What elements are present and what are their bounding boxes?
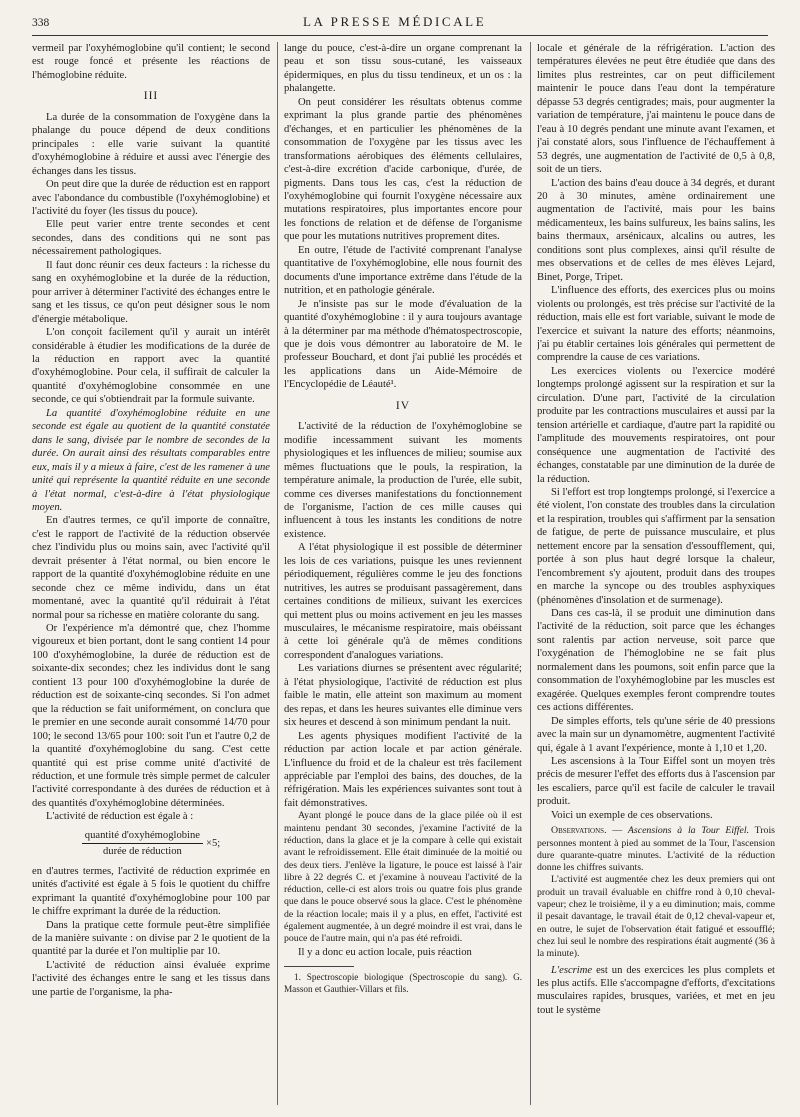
- escrime-term: L'escrime: [551, 964, 593, 976]
- observation-title: Ascensions à la Tour Eiffel.: [627, 825, 750, 837]
- footnote: 1. Spectroscopie biologique (Spectroscopie du sang). G. Masson et Gauthier-Villars et fils.: [284, 972, 522, 994]
- section-heading-iii: III: [143, 90, 159, 103]
- paragraph: Les ascensions à la Tour Eiffel sont un moyen très précis de mesurer l'effet des efforts dus à l'ascension par les escaliers, parce qu'il est facile de calculer le travail produit.: [537, 756, 775, 808]
- paragraph: Si l'effort est trop longtemps prolongé, si l'exercice a été violent, l'on constate des troubles dans la circulation et la respiration, troubles qui s'affirment par la sensation de fatigue, de perte de puissance musculaire, et plus nettement encore par la sensation d'essoufflement, qui, portée à son plus haut degré lorsque la chaleur, l'encombrement s'y ajoutent, produit dans des troupes en marche la syncope ou des troubles asphyxiques (phénomènes d'insolation et de surmenage).: [537, 486, 775, 606]
- paragraph-small: Ayant plongé le pouce dans de la glace pilée où il est maintenu pendant 30 secondes, j'examine l'activité de la réduction, dans la glace et je la compare à celle qui existait avant le refroidissement. Elle était diminuée de la moitié ou des deux tiers. J'enlève la ligature, le pouce est laissé à l'air libre à 22 degrés C. et j'examine à nouveau l'activité de la réduction, celle-ci est alors trois ou quatre fois plus grande que dans le pouce observé sous la glace. C'est le phénomène de la réaction locale; mais il y a plus, en effet, l'activité est également augmentée, à un degré moindre il est vrai, dans le pouce de l'autre main, qui n'a pas été refroidi.: [284, 810, 522, 945]
- paragraph: [537, 964, 775, 1018]
- observation-label: Observations. —: [551, 825, 628, 837]
- column-3: [537, 42, 775, 1105]
- formula-multiplier: ×5;: [205, 838, 221, 850]
- paragraph: Dans ces cas-là, il se produit une diminution dans l'activité de la réduction, soit parce que les échanges sont ralentis par action nerveuse, soit parce que l'oxygénation de l'hémoglobine ne se fait plus normalement dans les poumons, soit enfin parce que la consommation de l'oxyhémoglobine par les muscles est exagérée. Quelques exemples feront comprendre toutes ces actions différentes.: [537, 608, 775, 714]
- paragraph: locale et générale de la réfrigération. L'action des températures élevées ne peut être étudiée que dans des limites plus restreintes, car on peut difficilement maintenir le pouce dans l'eau dont la température dépasse 53 degrés centigrades; mais, pour augmenter la variation de température, j'ai maintenu le pouce dans de l'eau à 10 degrés pendant une minute avant l'examen, et j'ai constaté alors, sous l'influence de l'échauffement à 53 degrés, une augmentation de l'activité de 0,5 à 0,8, soit de un tiers.: [537, 43, 775, 176]
- paragraph: On peut dire que la durée de réduction est en rapport avec l'abondance du combustible (l'oxyhémoglobine) et l'activité du foyer (les tissus du pouce).: [32, 179, 270, 217]
- paragraph: Il y a donc eu action locale, puis réaction: [298, 946, 472, 958]
- paragraph: L'activité de réduction est égale à :: [46, 811, 194, 823]
- paragraph: On peut considérer les résultats obtenus comme exprimant la plus grande partie des phénomènes d'échanges, et en particulier les phénomènes de la consommation de l'oxygène par les tissus avec les transformations aérobiques des éléments cellulaires, c'est-à-dire excrétion d'acide carbonique, d'urée, de pigments. Dans tous les cas, c'est la réduction de l'oxyhémoglobine qui fournit l'oxygène nécessaire aux mutations respiratoires, plus importantes encore pour les fonctions de relation et de défense de l'organisme que pour les mutations nutritives proprement dites.: [284, 96, 522, 243]
- paragraph: L'on conçoit facilement qu'il y aurait un intérêt considérable à étudier les modifications de la durée de la réduction en rapport avec la quantité d'oxyhémoglobine. Pour cela, il suffirait de calculer la quantité d'oxyhémoglobine consommée en une seconde, ce qui s'obtiendrait par la formule suivante.: [32, 327, 270, 406]
- paragraph: En d'autres termes, ce qu'il importe de connaître, c'est le rapport de l'activité de la réduction observée chez l'individu plus ou moins sain, avec l'activité qu'il devrait présenter à l'état normal, ou bien encore le rapport de la quantité d'oxyhémoglobine réduite en une seconde chez ce même individu, dans un état momentané, avec la quantité qu'il réduirait à l'état normal pour sa richesse en matière colorante du sang.: [32, 515, 270, 621]
- escrime-text: est un des exercices les plus complets et les plus actifs. Elle s'accompagne d'efforts, d'excitations musculaires rapides, brusques, variées, et met en jeu tout le système: [537, 964, 775, 1016]
- paragraph: Les variations diurnes se présentent avec régularité; à l'état physiologique, l'activité de réduction est plus faible le matin, elle atteint son maximum au moment des repas, et dans les heures suivantes elle diminue vers six heures et descend à son minimum pendant la nuit.: [284, 663, 522, 729]
- paragraph: L'action des bains d'eau douce à 34 degrés, et durant 20 à 30 minutes, amène ordinairement une augmentation de l'activité, mais pour les bains médicamenteux, les bains sulfureux, les bains salins, les bains thermaux, arsénicaux, alcalins ou autres, les conditions sont plus complexes, ainsi qu'il résulte de mes observations et de celles de mes élèves Lejard, Binet, Porge, Tripet.: [537, 177, 775, 283]
- observation-paragraph: [537, 825, 775, 874]
- column-1: [32, 42, 270, 1105]
- paragraph: L'activité de réduction ainsi évaluée exprime l'activité des échanges entre le sang et les tissus dans une partie de l'organisme, la pha-: [32, 959, 270, 998]
- paragraph: De simples efforts, tels qu'une série de 40 pressions avec la main sur un dynamomètre, augmentent l'activité qui, égale à 1 avant l'expérience, monte à 1,10 et 1,20.: [537, 715, 775, 754]
- page-number: 338: [32, 17, 50, 29]
- formula-denominator: durée de réduction: [102, 846, 182, 858]
- paragraph: lange du pouce, c'est-à-dire un organe comprenant la peau et son tissu sous-cutané, les vaisseaux épidermiques, en plus du tissu tendineux, et un os : la phalangette.: [284, 43, 522, 95]
- paragraph: Les exercices violents ou l'exercice modéré longtemps prolongé agissent sur la respiration et sur la circulation. D'une part, l'activité de la circulation produite par les contractions musculaires et aussi par la tension artérielle et cardiaque, d'autre part la rapidité ou l'amplitude des mouvements respiratoires, ont pour conséquence une augmentation de l'activité des échanges, constatable par une diminution de la durée de la réduction.: [537, 365, 775, 485]
- formula-fraction: [82, 829, 203, 859]
- paragraph: Voici un exemple de ces observations.: [551, 809, 713, 821]
- paragraph: Il faut donc réunir ces deux facteurs : la richesse du sang en oxyhémoglobine et la durée de la réduction, pour arriver à déterminer l'activité des échanges entre le sang et les tissus, ce qu'on peut désigner sous le nom d'énergie métabolique.: [32, 259, 270, 325]
- paragraph: vermeil par l'oxyhémoglobine qu'il contient; le second est rouge foncé et présente les réactions de l'hémoglobine réduite.: [32, 43, 270, 81]
- activity-formula: [32, 829, 270, 859]
- footnote-divider: [284, 966, 354, 967]
- column-divider: [277, 42, 278, 1105]
- paragraph: en d'autres termes, l'activité de réduction exprimée en unités d'activité est égale à 5 fois le quotient du chiffre exprimant la quantité d'oxyhémoglobine pour 100 par le chiffre exprimant la durée de la réduction.: [32, 865, 270, 918]
- paragraph: A l'état physiologique il est possible de déterminer les lois de ces variations, puisque les unes reviennent périodiquement, régulières comme le jeu des fonctions nutritives, les autres se produisant passagèrement, dans certaines conditions de milieux, suivant les exercices qui mettent plus ou moins activement en jeu les masses musculaires, le mécanisme respiratoire, mais obéissant à cette loi générale qu'à de mêmes conditions correspondent d'analogues variations.: [284, 542, 522, 661]
- paragraph: La durée de la consommation de l'oxygène dans la phalange du pouce dépend de deux conditions principales : elle varie suivant la quantité d'oxyhémoglobine à réduire et aussi avec l'énergie des échanges dans les tissus.: [32, 111, 270, 177]
- column-divider: [530, 42, 531, 1105]
- section-heading-iv: IV: [395, 399, 411, 412]
- article-body: [32, 42, 776, 1105]
- paragraph: Or l'expérience m'a démontré que, chez l'homme vigoureux et bien portant, dont le sang contient 14 pour 100 d'oxyhémoglobine, la durée de réduction est de soixante-dix secondes; chez les individus dont le sang contient 13 pour 100 d'oxyhémoglobine la durée de réduction est de soixante-cinq secondes. Si l'on admet que la réduction se fait uniformément, on conclura que le premier en une seconde aurait consommé 14/70 pour 100; le second 13/65 pour 100: soit l'un et l'autre 0,2 de la quantité d'oxyhémoglobine du sang. C'est cette quantité qui est prise comme unité d'activité de réduction, et une formule très simple permet de calculer l'activité correspondante à des durées de réduction et à des quantités d'oxyhémoglobine déterminées.: [32, 623, 270, 809]
- formula-numerator: quantité d'oxyhémoglobine: [82, 829, 203, 844]
- paragraph: La quantité d'oxyhémoglobine réduite en une seconde est égale au quotient de la quantité constatée dans le sang, divisée par le nombre de secondes de la durée. On aurait ainsi des résultats comparables entre eux, mais il y a mieux à faire, c'est de les ramener à une unité qui représente la quantité réduite en une seconde à l'état normal, c'est-à-dire à l'état physiologique moyen.: [32, 407, 270, 513]
- page-header: [32, 14, 768, 36]
- paragraph: Dans la pratique cette formule peut-être simplifiée de la manière suivante : on divise par 2 le quotient de la quantité par la durée et l'on multiplie par 10.: [32, 919, 270, 958]
- observation-paragraph: L'activité est augmentée chez les deux premiers qui ont produit un travail évaluable en chiffre rond à 0,10 cheval-vapeur; chez le troisième, il y a eu diminution; mais, comme il pesait davantage, le travail était de 0,12 cheval-vapeur et, en outre, le sujet de l'observation était fatigué et essoufflé; chez lui seul le nombre des respirations était augmenté (36 à la minute).: [537, 874, 775, 960]
- observation-text: Trois personnes montent à pied au sommet de la Tour, l'ascension dure quarante-quatre minutes. L'activité de la réduction donne les chiffres suivants.: [537, 825, 775, 874]
- paragraph: Je n'insiste pas sur le mode d'évaluation de la quantité d'oxyhémoglobine : il y aura toujours avantage à la déterminer par ma méthode d'hématospectroscopie, que je dois vous démontrer au laboratoire de M. le professeur Bouchard, et dont j'ai publié les procédés et les applications dans un Aide-Mémoire de l'Encyclopédie de Léauté¹.: [284, 298, 522, 391]
- journal-title: LA PRESSE MÉDICALE: [302, 14, 487, 29]
- paragraph: En outre, l'étude de l'activité comprenant l'analyse quantitative de l'oxyhémoglobine, elle nous fournit des documents d'une importance extrême dans l'étude de la nutrition, et en pathologie générale.: [284, 244, 522, 297]
- paragraph: Les agents physiques modifient l'activité de la réduction par action locale et par action générale. L'influence du froid et de la chaleur est très facilement appréciable par l'emploi des bains, des douches, de la réfrigération. Mais les expériences suivantes sont tout à fait démonstratives.: [284, 730, 522, 809]
- column-2: [284, 42, 522, 1105]
- paragraph: L'influence des efforts, des exercices plus ou moins violents ou prolongés, est très précise sur l'activité de la réduction, mais elle est fort variable, suivant le mode de l'exercice et suivant la nature des efforts; néanmoins, j'ai pu établir certaines lois générales qui permettent de comprendre la cause de ces variations.: [537, 285, 775, 364]
- paragraph: L'activité de la réduction de l'oxyhémoglobine se modifie incessamment suivant les moments physiologiques et les influences de milieu; soumise aux mêmes fluctuations que le pouls, la respiration, la température animale, la production de l'urée, elle subit, comme ces diverses manifestations du fonctionnement de l'organisme, l'action de ces mille causes qui influencent à tous les instants les conditions de notre existence.: [284, 421, 522, 540]
- paragraph: Elle peut varier entre trente secondes et cent secondes, dans des conditions qui ne sont pas nécessairement pathologiques.: [32, 219, 270, 258]
